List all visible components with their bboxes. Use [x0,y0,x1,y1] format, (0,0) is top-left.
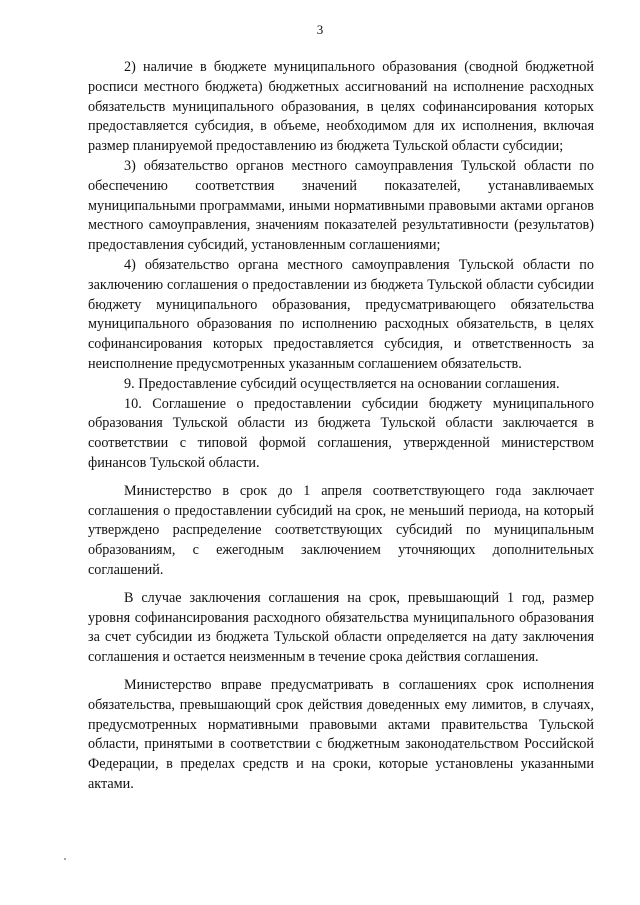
paragraph-clause-10: 10. Соглашение о предоставлении субсидии бюджету муниципального образования Тульской области из бюджета Тульской области заключается в соответствии с типовой формой соглашения, утвержденной министерством финансов Тульской области. [88,395,594,471]
paragraph-item-4: 4) обязательство органа местного самоуправления Тульской области по заключению соглашения о предоставлении из бюджета Тульской области субсидии бюджету муниципального образования, предусматривающего обязательства муниципального образования по исполнению расходных обязательств, в целях софинансирования которых предоставляется субсидия, и ответственность за неисполнение предусмотренных указанным соглашением обязательств. [88,256,594,372]
scan-speck [64,858,66,860]
paragraph-item-2: 2) наличие в бюджете муниципального образования (сводной бюджетной росписи местного бюджета) бюджетных ассигнований на исполнение расходных обязательств муниципального образования, в целях софинансирования которых предоставляется субсидия, в объеме, необходимом для их исполнения, включая размер планируемой предоставлению из бюджета Тульской области субсидии; [88,59,594,155]
paragraph-ministry-deadline: Министерство в срок до 1 апреля соответствующего года заключает соглашения о предоставлении субсидий на срок, не меньший периода, на который утверждено распределение соответствующих субсидий по муниципальным образованиям, с ежегодным заключением уточняющих дополнительных соглашений. [88,482,594,578]
paragraph-item-3: 3) обязательство органов местного самоуправления Тульской области по обеспечению соответствия значений показателей, устанавливаемых муниципальными программами, иными нормативными правовыми актами органов местного самоуправления, значениям показателей результативности (результатов) предоставления субсидий, установленным соглашениями; [88,157,594,254]
document-body [88,58,594,795]
paragraph-clause-9: 9. Предоставление субсидий осуществляется на основании соглашения. [124,375,560,392]
paragraph-ministry-rights: Министерство вправе предусматривать в соглашениях срок исполнения обязательства, превышающий срок действия доведенных ему лимитов, в случаях, предусмотренных нормативными правовыми актами правительства Тульской области, принятыми в соответствии с бюджетным законодательством Российской Федерации, в пределах средств и на сроки, которые установлены указанными актами. [88,676,594,792]
paragraph-multiyear-agreement: В случае заключения соглашения на срок, превышающий 1 год, размер уровня софинансирования расходного обязательства муниципального образования за счет субсидии из бюджета Тульской области определяется на дату заключения соглашения и остается неизменным в течение срока действия соглашения. [88,589,594,666]
page-number: 3 [316,22,324,37]
